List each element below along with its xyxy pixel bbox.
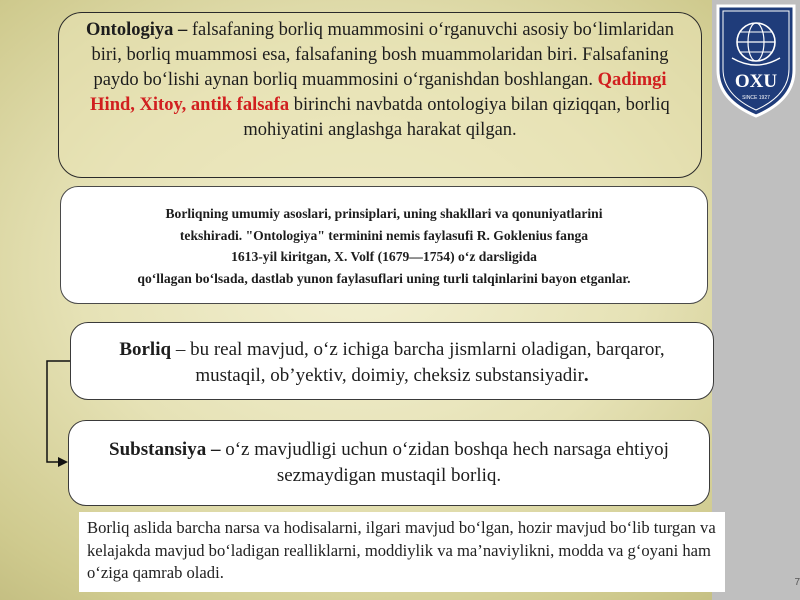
substansiya-text: o‘z mavjudligi uchun o‘zidan boshqa hech narsaga ehtiyoj sezmaydigan mustaqil borliq. — [220, 439, 669, 486]
history-line-1: Borliqning umumiy asoslari, prinsiplari, uning shakllari va qonuniyatlarini — [165, 206, 603, 221]
ontologiya-highlight: Qadimgi Hind, Xitoy, antik falsafa — [90, 70, 667, 115]
borliq-end: . — [583, 365, 589, 386]
logo-subtext: SINCE 1927 — [742, 95, 770, 101]
borliq-term: Borliq — [119, 339, 172, 360]
borliq-note: Borliq aslida barcha narsa va hodisalarni, ilgari mavjud bo‘lgan, hozir mavjud bo‘lib turgan va kelajakda mavjud bo‘ladigan realliklarni, moddiylik va ma’naviylikni, modda va g‘oyani ham o‘ziga qamrab oladi. — [79, 512, 725, 592]
ontologiya-dash: – — [173, 20, 192, 40]
ontologiya-term: Ontologiya — [86, 20, 174, 40]
logo-text: OXU — [734, 71, 778, 92]
page-number: 7 — [794, 577, 800, 588]
borliq-definition-box — [70, 322, 714, 400]
substansiya-definition-box — [68, 420, 710, 506]
history-line-2: tekshiradi. "Ontologiya" terminini nemis faylasufi R. Goklenius fanga — [179, 227, 589, 243]
ontologiya-definition-box — [58, 12, 702, 178]
ontologiya-text-2: birinchi navbatda ontologiya bilan qiziqqan, borliq mohiyatini anglashga harakat qilgan. — [243, 95, 670, 140]
history-line-4: qo‘llagan bo‘lsada, dastlab yunon faylasuflari uning turli talqinlarini bayon etganlar. — [137, 270, 631, 286]
ontologiya-history-box — [60, 186, 708, 304]
borliq-text: – bu real mavjud, o‘z ichiga barcha jismlarni oladigan, barqaror, mustaqil, ob’yektiv, doimiy, cheksiz substansiyadir — [171, 339, 665, 386]
ontologiya-text-1: falsafaning borliq muammosini o‘rganuvchi asosiy bo‘limlaridan biri, borliq muammosi esa, falsafaning bosh muammolaridan biri. Falsafaning paydo bo‘lishi aynan borliq muammosini o‘rganishdan boshlangan. — [91, 20, 674, 90]
oxu-logo — [714, 0, 798, 120]
substansiya-term: Substansiya – — [109, 439, 221, 460]
history-line-3: 1613-yil kiritgan, X. Volf (1679—1754) o‘z darsligida — [231, 249, 537, 264]
